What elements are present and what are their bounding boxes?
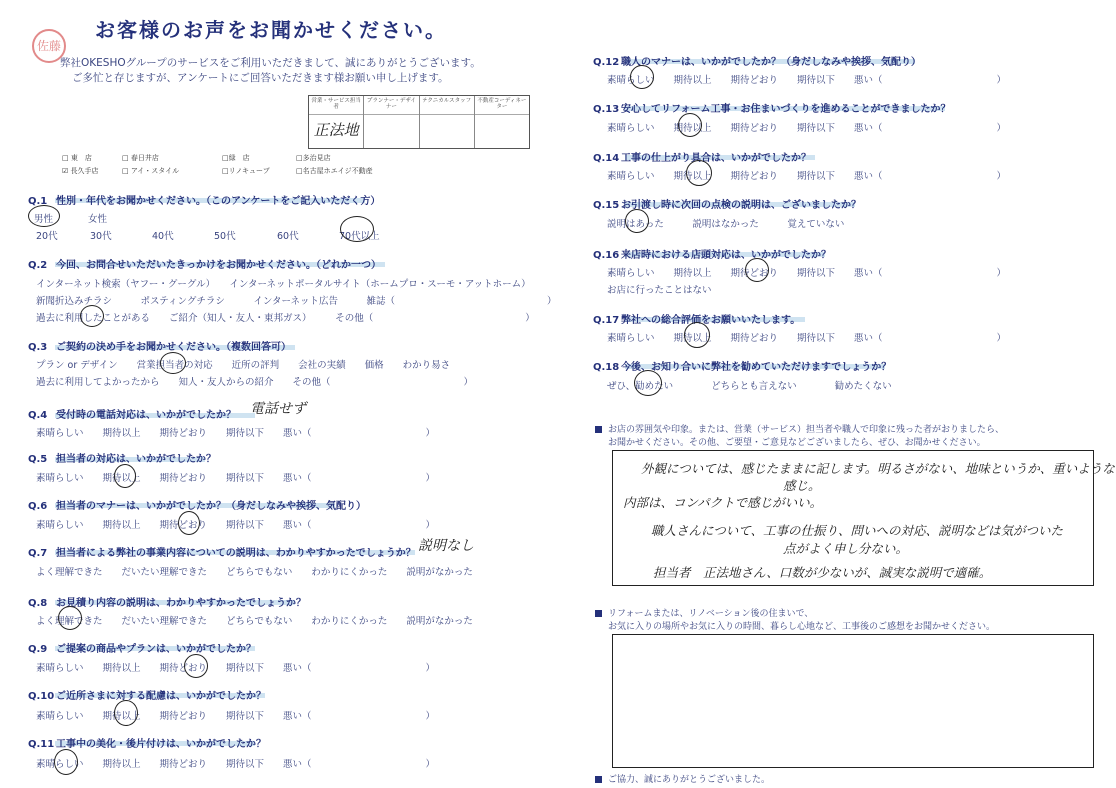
q15-options[interactable]: 説明はあった 説明はなかった 覚えていない (607, 219, 845, 230)
staff-cell-planner (364, 96, 419, 148)
q3-line-2[interactable]: 過去に利用してよかったから 知人・友人からの紹介 その他（ ） (36, 377, 474, 388)
store-nagoya-realestate[interactable]: □名古屋ホエイジ不動産 (296, 167, 373, 175)
q18-title: Q.18 今後、お知り合いに弊社を勧めていただけますでしょうか？ (593, 362, 892, 373)
answer-circle (625, 209, 649, 233)
hanko-seal: 佐藤 (32, 29, 66, 63)
q1-opt-20s[interactable]: 20代 (36, 231, 58, 242)
staff-cell-sales (309, 96, 364, 148)
q1-opt-60s[interactable]: 60代 (277, 231, 299, 242)
staff-head-sales: 営業・サービス担当者 (309, 96, 363, 115)
comments-prompt-2: お聞かせください。その他、ご要望・ご意見などございましたら、ぜひ、お聞かせください。 (608, 438, 986, 448)
q17-title: Q.17 弊社への総合評価をお願いいたします。 (593, 315, 801, 326)
staff-table (308, 95, 530, 149)
q4-title: Q.4 受付時の電話対応は、いかがでしたか？ (28, 410, 236, 421)
q2-line-3[interactable]: 過去に利用したことがある ご紹介（知人・友人・東邦ガス） その他（ ） (36, 313, 535, 324)
q13-options[interactable]: 素晴らしい 期待以上 期待どおり 期待以下 悪い（ ） (607, 123, 1007, 134)
q8-title: Q.8 お見積り内容の説明は、わかりやすかったでしょうか？ (28, 598, 306, 609)
q16-title: Q.16 来店時における店頭対応は、いかがでしたか？ (593, 250, 831, 261)
comments-prompt-1: お店の雰囲気や印象。または、営業（サービス）担当者や職人で印象に残った者がおりましたら、 (595, 422, 1004, 435)
staff-head-realestate: 不動産コーディネーター (475, 96, 529, 115)
q16-option-never[interactable]: お店に行ったことはない (607, 285, 712, 296)
answer-circle (684, 322, 710, 348)
comment-line-1: 外観については、感じたままに記します。明るさがない、地味というか、重いような (641, 461, 1115, 476)
page-title: お客様のお声をお聞かせください。 (95, 18, 447, 42)
comment-line-1b: 感じ。 (783, 478, 821, 493)
q5-options[interactable]: 素晴らしい 期待以上 期待どおり 期待以下 悪い（ ） (36, 473, 436, 484)
q10-options[interactable]: 素晴らしい 期待以上 期待どおり 期待以下 悪い（ ） (36, 711, 436, 722)
answer-circle (160, 352, 186, 374)
staff-head-planner: プランナー・デザイナー (364, 96, 418, 115)
answer-circle (745, 258, 769, 282)
q1-opt-50s[interactable]: 50代 (214, 231, 236, 242)
store-nagakute[interactable]: ☑ 長久手店 (62, 167, 99, 175)
q6-title: Q.6 担当者のマナーは、いかがでしたか？（身だしなみや挨拶、気配り） (28, 501, 366, 512)
q16-options[interactable]: 素晴らしい 期待以上 期待どおり 期待以下 悪い（ ） (607, 268, 1007, 279)
q15-title: Q.15 お引渡し時に次回の点検の説明は、ございましたか？ (593, 200, 861, 211)
store-istyle[interactable]: □ アイ・スタイル (122, 167, 180, 175)
q1-title: Q.1 性別・年代をお聞かせください。（このアンケートをご記入いただく方） (28, 196, 381, 207)
answer-circle (634, 370, 662, 396)
q14-title: Q.14 工事の仕上がり具合は、いかがでしたか？ (593, 153, 811, 164)
q2-title: Q.2 今回、お問合せいただいたきっかけをお聞かせください。（どれか一つ） (28, 260, 381, 271)
store-tajimi[interactable]: □多治見店 (296, 154, 331, 162)
comment-line-3b: 点がよく申し分ない。 (783, 541, 909, 556)
comment-line-3: 職人さんについて、工事の仕振り、問いへの対応、説明などは気がついた (651, 523, 1064, 538)
q9-options[interactable]: 素晴らしい 期待以上 期待どおり 期待以下 悪い（ ） (36, 663, 436, 674)
q6-options[interactable]: 素晴らしい 期待以上 期待どおり 期待以下 悪い（ ） (36, 520, 436, 531)
store-higashi[interactable]: □ 東 店 (62, 154, 92, 162)
answer-circle (114, 464, 136, 488)
answer-circle (178, 511, 200, 535)
answer-circle (28, 205, 60, 227)
reform-prompt-2: お気に入りの場所やお気に入りの時間、暮らし心地など、工事後のご感想をお聞かせください。 (608, 622, 996, 632)
thanks-line: ご協力、誠にありがとうございました。 (595, 772, 770, 785)
square-bullet-icon (595, 426, 602, 433)
staff-name-handwritten: 正法地 (313, 121, 359, 139)
square-bullet-icon (595, 610, 602, 617)
q12-options[interactable]: 素晴らしい 期待以上 期待どおり 期待以下 悪い（ ） (607, 75, 1007, 86)
q9-title: Q.9 ご提案の商品やプランは、いかがでしたか？ (28, 644, 256, 655)
q1-opt-male[interactable]: 男性 (34, 214, 54, 225)
answer-circle (54, 749, 78, 775)
q18-options[interactable]: ぜひ、勧めたい どちらとも言えない 勧めたくない (607, 381, 892, 392)
q14-options[interactable]: 素晴らしい 期待以上 期待どおり 期待以下 悪い（ ） (607, 171, 1007, 182)
answer-circle (340, 216, 374, 242)
store-renocube[interactable]: □リノキューブ (222, 167, 270, 175)
answer-circle (630, 65, 654, 89)
intro-line-2: ご多忙と存じますが、アンケートにご回答いただきます様お願い申し上げます。 (72, 72, 449, 84)
q1-opt-female[interactable]: 女性 (88, 214, 108, 225)
q17-options[interactable]: 素晴らしい 期待以上 期待どおり 期待以下 悪い（ ） (607, 333, 1007, 344)
answer-circle (114, 700, 138, 726)
q8-options[interactable]: よく理解できた だいたい理解できた どちらでもない わかりにくかった 説明がなかった (36, 616, 473, 627)
comment-line-2: 内部は、コンパクトで感じがいい。 (623, 495, 823, 510)
q11-options[interactable]: 素晴らしい 期待以上 期待どおり 期待以下 悪い（ ） (36, 759, 436, 770)
answer-circle (184, 654, 208, 678)
comments-box[interactable] (612, 450, 1115, 586)
answer-circle (678, 113, 702, 137)
q1-opt-30s[interactable]: 30代 (90, 231, 112, 242)
q3-title: Q.3 ご契約の決め手をお聞かせください。（複数回答可） (28, 342, 291, 353)
store-kasugai[interactable]: □ 春日井店 (122, 154, 159, 162)
q7-options[interactable]: よく理解できた だいたい理解できた どちらでもない わかりにくかった 説明がなかった (36, 567, 473, 578)
staff-cell-technical (420, 96, 475, 148)
q13-title: Q.13 安心してリフォーム工事・お住まいづくりを進めることができましたか？ (593, 104, 951, 115)
answer-circle (686, 160, 712, 186)
q1-opt-70s[interactable]: 70代以上 (339, 231, 380, 242)
intro-line-1: 弊社OKESHOグループのサービスをご利用いただきまして、誠にありがとうございます。 (60, 57, 481, 69)
staff-cell-realestate (475, 96, 529, 148)
q2-line-1[interactable]: インターネット検索（ヤフー・グーグル） インターネットポータルサイト（ホームプロ・スーモ・アットホーム） (36, 279, 531, 290)
comment-line-4: 担当者 正法地さん、口数が少ないが、誠実な説明で適確。 (653, 565, 992, 580)
q3-line-1[interactable]: プラン or デザイン 営業担当者の対応 近所の評判 会社の実績 価格 わかり易さ (36, 360, 451, 371)
q11-title: Q.11 工事中の美化・後片付けは、いかがでしたか？ (28, 739, 266, 750)
q1-opt-40s[interactable]: 40代 (152, 231, 174, 242)
q12-title: Q.12 職人のマナーは、いかがでしたか？（身だしなみや挨拶、気配り） (593, 57, 921, 68)
reform-prompt-1: リフォームまたは、リノベーション後の住まいで、 (595, 606, 813, 619)
q10-title: Q.10 ご近所さまに対する配慮は、いかがでしたか？ (28, 691, 266, 702)
q7-handwritten-note: 説明なし (418, 538, 474, 554)
q7-title: Q.7 担当者による弊社の事業内容についての説明は、わかりやすかったでしょうか？ (28, 548, 416, 559)
answer-circle (58, 606, 82, 630)
square-bullet-icon (595, 776, 602, 783)
q4-handwritten-note: 電話せず (250, 401, 306, 417)
store-midori[interactable]: □緑 店 (222, 154, 250, 162)
reform-comments-box[interactable] (612, 634, 1094, 768)
answer-circle (80, 305, 104, 327)
q5-title: Q.5 担当者の対応は、いかがでしたか？ (28, 454, 216, 465)
q4-options[interactable]: 素晴らしい 期待以上 期待どおり 期待以下 悪い（ ） (36, 428, 436, 439)
staff-head-technical: テクニカルスタッフ (420, 96, 474, 115)
q2-line-2[interactable]: 新聞折込みチラシ ポスティングチラシ インターネット広告 雑誌（ ） (36, 296, 557, 307)
